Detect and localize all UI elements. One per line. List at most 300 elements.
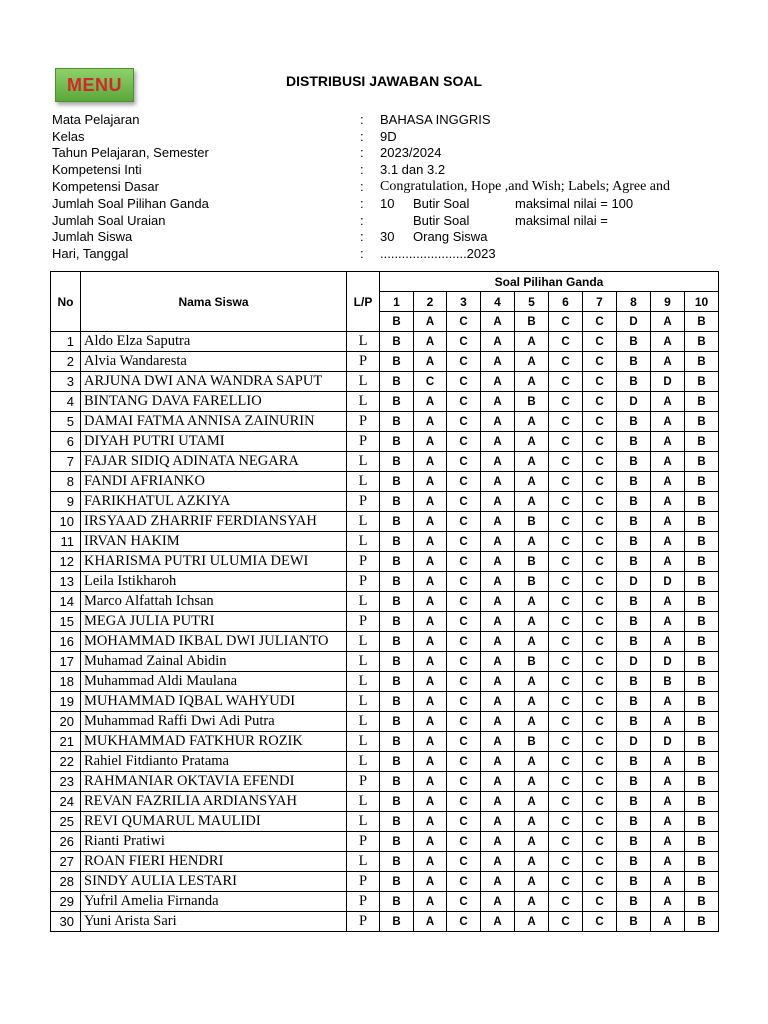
answer-key-cell: D — [617, 312, 651, 332]
answer-cell: B — [515, 572, 549, 592]
table-row — [51, 632, 719, 652]
answer-cell: C — [583, 752, 617, 772]
table-row — [51, 912, 719, 932]
table-row — [51, 512, 719, 532]
answer-cell: A — [414, 792, 447, 812]
table-row — [51, 852, 719, 872]
answer-cell: A — [481, 532, 515, 552]
student-name: RAHMANIAR OKTAVIA EFENDI — [81, 772, 347, 792]
answer-cell: B — [617, 372, 651, 392]
answer-cell: C — [583, 612, 617, 632]
table-row — [51, 752, 719, 772]
info-row-class — [52, 128, 670, 145]
answer-cell: B — [380, 552, 414, 572]
answer-cell: A — [515, 832, 549, 852]
answer-cell: B — [685, 652, 719, 672]
answer-cell: B — [617, 452, 651, 472]
col-header-lp: L/P — [347, 272, 380, 332]
answer-cell: A — [414, 552, 447, 572]
answer-cell: A — [515, 412, 549, 432]
answer-cell: C — [583, 912, 617, 932]
answer-cell: A — [651, 772, 685, 792]
answer-cell: B — [380, 632, 414, 652]
answer-cell: C — [447, 352, 481, 372]
answer-cell: A — [481, 632, 515, 652]
answer-cell: A — [414, 732, 447, 752]
answer-cell: A — [481, 852, 515, 872]
answer-cell: A — [515, 332, 549, 352]
row-number: 3 — [51, 372, 81, 392]
answer-cell: B — [380, 612, 414, 632]
group-header-multiple-choice: Soal Pilihan Ganda — [380, 272, 719, 292]
student-gender: L — [347, 732, 380, 752]
answer-cell: C — [447, 392, 481, 412]
student-name: MUKHAMMAD FATKHUR ROZIK — [81, 732, 347, 752]
answer-cell: B — [380, 872, 414, 892]
answer-cell: B — [617, 432, 651, 452]
answer-cell: A — [481, 732, 515, 752]
answer-cell: C — [583, 732, 617, 752]
answer-cell: A — [651, 512, 685, 532]
answer-key-cell: B — [685, 312, 719, 332]
answer-cell: A — [651, 492, 685, 512]
answer-key-cell: A — [481, 312, 515, 332]
row-number: 26 — [51, 832, 81, 852]
info-value — [380, 213, 608, 228]
student-name: MEGA JULIA PUTRI — [81, 612, 347, 632]
answer-cell: A — [515, 772, 549, 792]
answer-cell: B — [685, 392, 719, 412]
answer-cell: A — [481, 472, 515, 492]
answer-cell: A — [651, 612, 685, 632]
answer-cell: C — [549, 512, 583, 532]
row-number: 16 — [51, 632, 81, 652]
answer-cell: B — [380, 892, 414, 912]
answer-cell: C — [549, 552, 583, 572]
answer-cell: D — [617, 732, 651, 752]
answer-cell: A — [481, 692, 515, 712]
answer-cell: A — [481, 672, 515, 692]
answer-cell: C — [447, 672, 481, 692]
answer-cell: B — [380, 912, 414, 932]
answer-cell: A — [651, 532, 685, 552]
table-row — [51, 612, 719, 632]
answer-cell: B — [685, 332, 719, 352]
answer-cell: B — [617, 692, 651, 712]
question-number: 10 — [685, 292, 719, 312]
answer-cell: A — [515, 592, 549, 612]
answer-cell: B — [617, 832, 651, 852]
answer-cell: A — [414, 692, 447, 712]
answer-cell: B — [685, 592, 719, 612]
student-name: REVAN FAZRILIA ARDIANSYAH — [81, 792, 347, 812]
answer-cell: C — [583, 492, 617, 512]
answer-cell: B — [685, 412, 719, 432]
student-gender: P — [347, 912, 380, 932]
answer-cell: B — [685, 692, 719, 712]
info-value: ........................2023 — [380, 246, 496, 262]
row-number: 13 — [51, 572, 81, 592]
answer-cell: D — [617, 652, 651, 672]
answer-cell: C — [583, 452, 617, 472]
answer-cell: A — [414, 452, 447, 472]
student-name: Muhammad Aldi Maulana — [81, 672, 347, 692]
answer-cell: B — [685, 672, 719, 692]
answer-cell: C — [549, 572, 583, 592]
answer-cell: C — [549, 592, 583, 612]
answer-cell: B — [380, 772, 414, 792]
answer-key-cell: C — [583, 312, 617, 332]
answer-cell: C — [549, 352, 583, 372]
table-row — [51, 352, 719, 372]
answer-cell: B — [380, 652, 414, 672]
info-row-date — [52, 245, 670, 262]
student-name: SINDY AULIA LESTARI — [81, 872, 347, 892]
info-unit: Orang Siswa — [413, 229, 488, 245]
answer-cell: C — [447, 632, 481, 652]
answer-cell: C — [549, 672, 583, 692]
answer-cell: C — [447, 472, 481, 492]
answer-key-cell: B — [515, 312, 549, 332]
answer-cell: B — [617, 412, 651, 432]
answer-cell: B — [685, 852, 719, 872]
answer-cell: C — [447, 892, 481, 912]
col-header-no: No — [51, 272, 81, 332]
answer-cell: A — [414, 492, 447, 512]
answer-cell: A — [515, 892, 549, 912]
answer-cell: A — [414, 752, 447, 772]
table-row — [51, 572, 719, 592]
student-gender: L — [347, 652, 380, 672]
answer-cell: A — [414, 852, 447, 872]
table-row — [51, 332, 719, 352]
answer-cell: A — [414, 512, 447, 532]
answer-cell: A — [515, 472, 549, 492]
row-number: 22 — [51, 752, 81, 772]
student-gender: P — [347, 832, 380, 852]
answer-cell: A — [515, 912, 549, 932]
table-row — [51, 812, 719, 832]
answer-cell: A — [651, 632, 685, 652]
answer-cell: B — [617, 772, 651, 792]
table-row — [51, 392, 719, 412]
answer-cell: A — [515, 872, 549, 892]
answer-cell: A — [481, 652, 515, 672]
table-body — [51, 332, 719, 932]
answer-cell: A — [481, 372, 515, 392]
question-number: 5 — [515, 292, 549, 312]
info-value — [380, 196, 633, 211]
answer-cell: C — [549, 492, 583, 512]
answer-cell: C — [549, 372, 583, 392]
answer-cell: A — [515, 632, 549, 652]
row-number: 24 — [51, 792, 81, 812]
row-number: 30 — [51, 912, 81, 932]
info-label: Hari, Tanggal — [52, 246, 129, 262]
answer-cell: C — [447, 452, 481, 472]
answer-cell: D — [651, 652, 685, 672]
student-gender: L — [347, 472, 380, 492]
answer-cell: C — [447, 412, 481, 432]
info-row-mc-count — [52, 195, 670, 212]
answer-cell: A — [515, 612, 549, 632]
answer-cell: B — [617, 872, 651, 892]
student-name: Yuni Arista Sari — [81, 912, 347, 932]
answer-cell: B — [617, 632, 651, 652]
answer-cell: A — [481, 552, 515, 572]
answer-cell: B — [380, 532, 414, 552]
table-row — [51, 432, 719, 452]
answer-cell: C — [447, 612, 481, 632]
answer-cell: B — [380, 832, 414, 852]
answer-cell: C — [583, 692, 617, 712]
answer-cell: B — [380, 792, 414, 812]
answer-cell: A — [651, 892, 685, 912]
answer-cell: B — [685, 472, 719, 492]
answer-cell: C — [447, 832, 481, 852]
answer-cell: B — [685, 712, 719, 732]
row-number: 17 — [51, 652, 81, 672]
answer-cell: A — [651, 752, 685, 772]
answer-cell: A — [481, 332, 515, 352]
answer-cell: C — [583, 832, 617, 852]
answer-cell: C — [583, 772, 617, 792]
answer-cell: B — [685, 512, 719, 532]
answer-cell: A — [481, 592, 515, 612]
answer-cell: B — [685, 792, 719, 812]
info-value: Congratulation, Hope ,and Wish; Labels; Agree and — [380, 178, 671, 194]
answer-cell: A — [651, 452, 685, 472]
answer-cell: B — [515, 732, 549, 752]
info-number: 30 — [380, 229, 395, 245]
answer-cell: C — [583, 372, 617, 392]
student-gender: L — [347, 812, 380, 832]
answer-cell: B — [617, 752, 651, 772]
answer-cell: C — [583, 672, 617, 692]
answer-cell: B — [380, 352, 414, 372]
table-row — [51, 832, 719, 852]
question-number: 6 — [549, 292, 583, 312]
answer-cell: A — [651, 812, 685, 832]
info-value: 9D — [380, 128, 397, 144]
student-name: KHARISMA PUTRI ULUMIA DEWI — [81, 552, 347, 572]
answer-cell: B — [515, 652, 549, 672]
answer-cell: B — [380, 712, 414, 732]
answer-cell: C — [583, 792, 617, 812]
student-gender: L — [347, 452, 380, 472]
answer-cell: B — [617, 912, 651, 932]
answer-cell: A — [651, 352, 685, 372]
info-label: Jumlah Soal Uraian — [52, 212, 166, 228]
row-number: 11 — [51, 532, 81, 552]
table-row — [51, 592, 719, 612]
answer-cell: A — [515, 432, 549, 452]
answer-cell: A — [651, 592, 685, 612]
answer-cell: A — [414, 892, 447, 912]
student-gender: L — [347, 712, 380, 732]
row-number: 21 — [51, 732, 81, 752]
answer-cell: B — [380, 752, 414, 772]
answer-cell: C — [583, 392, 617, 412]
answer-cell: C — [583, 652, 617, 672]
answer-cell: B — [685, 612, 719, 632]
table-row — [51, 712, 719, 732]
answer-cell: B — [617, 712, 651, 732]
info-label: Kompetensi Inti — [52, 162, 142, 178]
student-name: DIYAH PUTRI UTAMI — [81, 432, 347, 452]
row-number: 18 — [51, 672, 81, 692]
answer-cell: C — [414, 372, 447, 392]
info-colon: : — [360, 195, 364, 211]
info-number: 10 — [380, 195, 395, 211]
answer-cell: B — [380, 392, 414, 412]
answer-key-cell: A — [651, 312, 685, 332]
answer-cell: B — [685, 812, 719, 832]
answer-cell: B — [617, 592, 651, 612]
answer-cell: C — [583, 812, 617, 832]
answer-cell: C — [447, 852, 481, 872]
answer-cell: C — [583, 572, 617, 592]
student-gender: P — [347, 872, 380, 892]
row-number: 4 — [51, 392, 81, 412]
answer-cell: C — [549, 832, 583, 852]
info-colon: : — [360, 111, 364, 127]
answer-cell: B — [515, 512, 549, 532]
answer-cell: A — [414, 472, 447, 492]
info-label: Tahun Pelajaran, Semester — [52, 145, 209, 161]
student-name: Rahiel Fitdianto Pratama — [81, 752, 347, 772]
student-name: FAJAR SIDIQ ADINATA NEGARA — [81, 452, 347, 472]
answer-cell: B — [380, 692, 414, 712]
answer-cell: B — [685, 632, 719, 652]
row-number: 12 — [51, 552, 81, 572]
answer-cell: A — [481, 452, 515, 472]
answer-cell: A — [481, 512, 515, 532]
table-row — [51, 472, 719, 492]
info-label: Jumlah Soal Pilihan Ganda — [52, 195, 209, 211]
table-row — [51, 372, 719, 392]
answer-cell: B — [380, 452, 414, 472]
answer-cell: A — [651, 552, 685, 572]
answer-cell: A — [414, 772, 447, 792]
answer-cell: B — [617, 812, 651, 832]
row-number: 5 — [51, 412, 81, 432]
answer-cell: B — [617, 672, 651, 692]
answer-key-cell: C — [447, 312, 481, 332]
row-number: 10 — [51, 512, 81, 532]
info-row-year — [52, 145, 670, 162]
answer-cell: C — [447, 772, 481, 792]
student-gender: L — [347, 372, 380, 392]
student-name: Muhamad Zainal Abidin — [81, 652, 347, 672]
answer-cell: A — [651, 832, 685, 852]
answer-cell: C — [447, 492, 481, 512]
answer-cell: A — [481, 432, 515, 452]
answer-cell: C — [447, 692, 481, 712]
question-number: 7 — [583, 292, 617, 312]
table-row — [51, 672, 719, 692]
student-name: MOHAMMAD IKBAL DWI JULIANTO — [81, 632, 347, 652]
row-number: 14 — [51, 592, 81, 612]
answer-cell: A — [515, 452, 549, 472]
answer-cell: C — [583, 352, 617, 372]
answer-cell: C — [583, 532, 617, 552]
info-unit: Butir Soal — [413, 212, 470, 228]
question-number: 9 — [651, 292, 685, 312]
info-value: 3.1 dan 3.2 — [380, 162, 446, 178]
question-number: 3 — [447, 292, 481, 312]
answer-cell: B — [685, 452, 719, 472]
answer-cell: B — [380, 852, 414, 872]
answer-cell: C — [583, 552, 617, 572]
student-gender: L — [347, 752, 380, 772]
answer-cell: C — [447, 652, 481, 672]
answer-cell: C — [549, 392, 583, 412]
question-number: 4 — [481, 292, 515, 312]
answer-cell: A — [481, 872, 515, 892]
answer-cell: C — [583, 412, 617, 432]
answer-cell: A — [515, 352, 549, 372]
student-gender: P — [347, 352, 380, 372]
menu-button[interactable]: MENU — [55, 68, 134, 102]
question-number: 1 — [380, 292, 414, 312]
answer-cell: C — [447, 732, 481, 752]
answer-cell: C — [447, 372, 481, 392]
answer-cell: A — [515, 492, 549, 512]
answer-cell: A — [481, 412, 515, 432]
row-number: 9 — [51, 492, 81, 512]
col-header-name: Nama Siswa — [81, 272, 347, 332]
table-row — [51, 452, 719, 472]
info-label: Kelas — [52, 128, 85, 144]
row-number: 15 — [51, 612, 81, 632]
row-number: 29 — [51, 892, 81, 912]
answer-cell: A — [481, 772, 515, 792]
table-row — [51, 732, 719, 752]
info-row-subject — [52, 111, 670, 128]
answer-cell: C — [549, 772, 583, 792]
answer-cell: B — [685, 912, 719, 932]
info-value — [380, 229, 515, 244]
answer-cell: A — [515, 792, 549, 812]
answer-cell: B — [617, 792, 651, 812]
answer-cell: A — [651, 392, 685, 412]
answer-cell: A — [481, 752, 515, 772]
info-label: Jumlah Siswa — [52, 229, 133, 245]
student-name: DAMAI FATMA ANNISA ZAINURIN — [81, 412, 347, 432]
row-number: 20 — [51, 712, 81, 732]
student-name: ROAN FIERI HENDRI — [81, 852, 347, 872]
student-gender: P — [347, 432, 380, 452]
student-gender: L — [347, 392, 380, 412]
answer-cell: B — [651, 672, 685, 692]
answer-cell: A — [481, 832, 515, 852]
answer-cell: C — [549, 792, 583, 812]
answer-cell: C — [549, 752, 583, 772]
student-name: FANDI AFRIANKO — [81, 472, 347, 492]
table-row — [51, 692, 719, 712]
row-number: 6 — [51, 432, 81, 452]
answer-cell: A — [651, 432, 685, 452]
answer-key-cell: C — [549, 312, 583, 332]
answer-cell: B — [617, 532, 651, 552]
info-colon: : — [360, 162, 364, 178]
answer-cell: A — [651, 852, 685, 872]
answer-cell: A — [481, 352, 515, 372]
answer-cell: B — [617, 892, 651, 912]
answer-cell: C — [549, 612, 583, 632]
answer-cell: C — [549, 852, 583, 872]
